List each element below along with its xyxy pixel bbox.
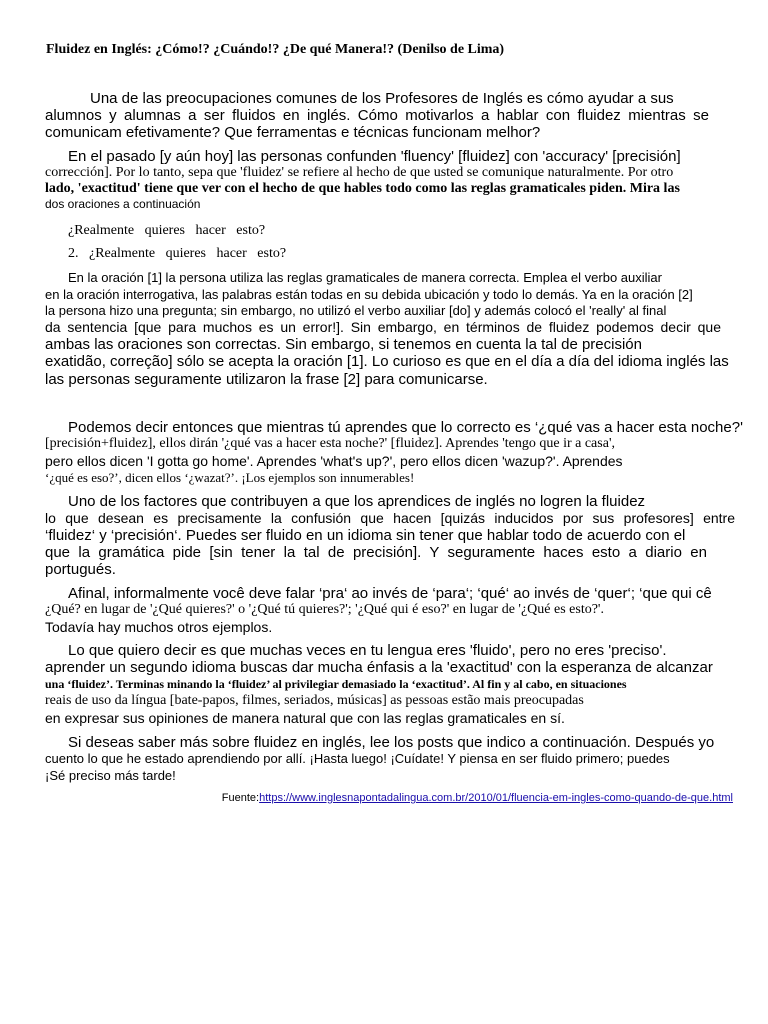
text-line: exatidão, correção] sólo se acepta la oración [1]. Lo curioso es que en el día a día del idioma inglés las bbox=[45, 353, 729, 370]
text-line: Una de las preocupaciones comunes de los Profesores de Inglés es cómo ayudar a sus bbox=[90, 90, 674, 107]
source-link[interactable]: https://www.inglesnapontadalingua.com.br/2010/01/fluencia-em-ingles-como-quando-de-que.html bbox=[259, 792, 733, 804]
text-line: [precisión+fluidez], ellos dirán '¿qué vas a hacer esta noche?' [fluidez]. Aprendes 'tengo que ir a casa', bbox=[45, 436, 615, 451]
text-line: pero ellos dicen 'I gotta go home'. Aprendes 'what's up?', pero ellos dicen 'wazup?'. Aprendes bbox=[45, 453, 623, 469]
text-line: Afinal, informalmente você deve falar ‘pra‘ ao invés de ‘para‘; ‘qué‘ ao invés de ‘quer‘; ‘que qui cê bbox=[68, 585, 712, 602]
text-line: aprender un segundo idioma buscas dar mucha énfasis a la 'exactitud' con la esperanza de alcanzar bbox=[45, 659, 713, 676]
text-line: lo que desean es precisamente la confusión que hacen [quizás inducidos por sus profesores] entre bbox=[45, 510, 735, 526]
text-line: Si deseas saber más sobre fluidez en inglés, lee los posts que indico a continuación. Después yo bbox=[68, 734, 715, 751]
text-line: corrección]. Por lo tanto, sepa que 'fluidez' se refiere al hecho de que usted se comunique naturalmente. Por otro bbox=[45, 165, 674, 180]
text-line: Uno de los factores que contribuyen a que los aprendices de inglés no logren la fluidez bbox=[68, 493, 646, 510]
example-sentence: 2. ¿Realmente quieres hacer esto? bbox=[68, 246, 287, 261]
text-line: En el pasado [y aún hoy] las personas confunden 'fluency' [fluidez] con 'accuracy' [precisión] bbox=[68, 148, 681, 165]
text-line: ¿Qué? en lugar de '¿Qué quieres?' o '¿Qué tú quieres?'; '¿Qué qui é eso?' en lugar de '¿Qué es esto?'. bbox=[45, 602, 604, 617]
text-line: ‘fluidez‘ y ‘precisión‘. Puedes ser fluido en un idioma sin tener que hablar todo de acuerdo con el bbox=[45, 527, 686, 544]
text-line: alumnos y alumnas a ser fluidos en inglés. Cómo motivarlos a hablar con fluidez mientras se bbox=[45, 107, 709, 124]
text-line: reais de uso da língua [bate-papos, filmes, seriados, músicas] as pessoas estão mais preocupadas bbox=[45, 693, 584, 708]
text-line: la persona hizo una pregunta; sin embargo, no utilizó el verbo auxiliar [do] y además colocó el 'really' al final bbox=[45, 303, 667, 318]
text-line: en expresar sus opiniones de manera natural que con las reglas gramaticales en sí. bbox=[45, 710, 565, 726]
text-line: que la gramática pide [sin tener la tal de precisión]. Y seguramente haces esto a diario en bbox=[45, 544, 707, 561]
text-line: las personas seguramente utilizaron la frase [2] para comunicarse. bbox=[45, 371, 488, 388]
source-citation bbox=[222, 792, 733, 804]
text-line: una ‘fluidez’. Terminas minando la ‘fluidez’ al privilegiar demasiado la ‘exactitud’. Al fin y al cabo, en situaciones bbox=[45, 677, 627, 691]
source-label: Fuente: bbox=[221, 792, 260, 804]
text-line: portugués. bbox=[45, 561, 116, 578]
text-line: Todavía hay muchos otros ejemplos. bbox=[45, 619, 273, 635]
text-line: cuento lo que he estado aprendiendo por allí. ¡Hasta luego! ¡Cuídate! Y piensa en ser fluido primero; puedes bbox=[45, 751, 670, 766]
example-sentence: ¿Realmente quieres hacer esto? bbox=[68, 223, 266, 238]
text-line: ambas las oraciones son correctas. Sin embargo, si tenemos en cuenta la tal de precisión bbox=[45, 336, 642, 353]
text-line: da sentencia [que para muchos es un error!]. Sin embargo, en términos de fluidez podemos decir que bbox=[45, 319, 721, 335]
text-line: En la oración [1] la persona utiliza las reglas gramaticales de manera correcta. Emplea el verbo auxiliar bbox=[68, 270, 662, 285]
text-line: Lo que quiero decir es que muchas veces en tu lengua eres 'fluido', pero no eres 'preciso'. bbox=[68, 642, 667, 659]
text-line: Podemos decir entonces que mientras tú aprendes que lo correcto es ‘¿qué vas a hacer esta noche?' bbox=[68, 419, 743, 436]
text-line: ¡Sé preciso más tarde! bbox=[45, 768, 176, 783]
text-line: lado, 'exactitud' tiene que ver con el hecho de que hables todo como las reglas gramaticales piden. Mira las bbox=[45, 181, 680, 196]
text-line: dos oraciones a continuación bbox=[45, 197, 201, 211]
text-line: comunicam efetivamente? Que ferramentas e técnicas funcionam melhor? bbox=[45, 124, 541, 141]
document-title: Fluidez en Inglés: ¿Cómo!? ¿Cuándo!? ¿De qué Manera!? (Denilso de Lima) bbox=[46, 42, 505, 57]
text-line: en la oración interrogativa, las palabras están todas en su debida ubicación y todo lo demás. Ya en la oración [2] bbox=[45, 287, 693, 302]
text-line: ‘¿qué es eso?’, dicen ellos ‘¿wazat?’. ¡Los ejemplos son innumerables! bbox=[45, 470, 415, 485]
